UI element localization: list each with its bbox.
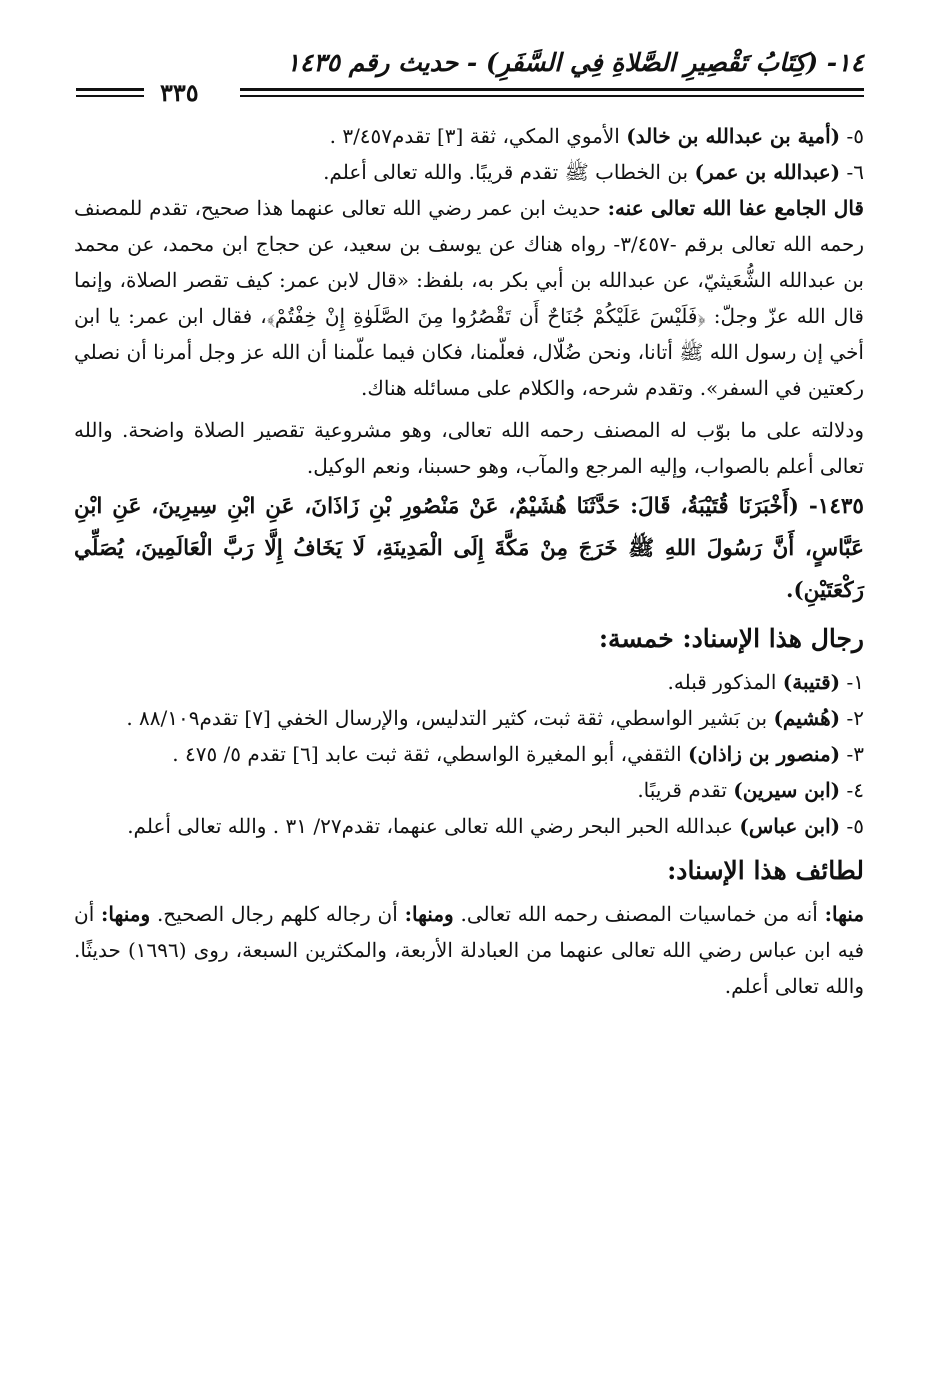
entry-number: ٥- <box>846 124 864 148</box>
lataif-lead: ومنها: <box>404 902 454 926</box>
narrator-name: (قتيبة) <box>782 670 841 694</box>
narrator-details: تقدم قريبًا. <box>637 778 727 802</box>
lataif-lead: منها: <box>824 902 865 926</box>
lataif-point: أن فيه ابن عباس رضي الله تعالى عنهما من العبادلة الأربعة، والمكثرين السبعة، روى (١٦٩٦) حديثًا. والله تعالى أعلم. <box>74 902 865 998</box>
entry-number: ٣- <box>846 742 864 766</box>
entry-number: ٤- <box>846 778 864 802</box>
jami-note-lead: قال الجامع عفا الله تعالى عنه: <box>607 196 864 220</box>
narrator-entry <box>74 772 864 808</box>
narrator-entry <box>74 808 864 844</box>
lataif-text <box>74 896 864 1004</box>
page-number: ٣٣٥ <box>160 78 199 107</box>
hadith-number: ١٤٣٥- <box>808 494 864 519</box>
header-rule <box>240 95 864 97</box>
lataif-point: أنه من خماسيات المصنف رحمه الله تعالى. <box>460 902 818 926</box>
entry-number: ٦- <box>846 160 864 184</box>
narrator-name: (هُشيم) <box>773 706 841 730</box>
narrator-details: بن بَشير الواسطي، ثقة ثبت، كثير التدليس، والإرسال الخفي [٧] تقدم٨٨/١٠٩ . <box>126 706 768 730</box>
narrator-details: الثقفي، أبو المغيرة الواسطي، ثقة ثبت عابد [٦] تقدم ٥/ ٤٧٥ . <box>172 742 682 766</box>
narrator-details: المذكور قبله. <box>667 670 777 694</box>
lataif-lead: ومنها: <box>101 902 151 926</box>
lataif-heading: لطائف هذا الإسناد: <box>667 856 864 885</box>
lataif-point: أن رجاله كلهم رجال الصحيح. <box>156 902 398 926</box>
header-rule <box>76 88 144 91</box>
narrator-details: عبدالله الحبر البحر رضي الله تعالى عنهما، تقدم٢٧/ ٣١ . والله تعالى أعلم. <box>127 814 734 838</box>
narrator-name: (ابن سيرين) <box>733 778 841 802</box>
narrator-name: (أمية بن عبدالله بن خالد) <box>626 124 841 148</box>
narrator-details: بن الخطاب ﷺ تقدم قريبًا. والله تعالى أعلم. <box>323 160 689 184</box>
entry-number: ١- <box>846 670 864 694</box>
page-body <box>74 118 864 1004</box>
entry-number: ٢- <box>846 706 864 730</box>
narrator-name: (عبدالله بن عمر) <box>694 160 841 184</box>
narrator-details: الأموي المكي، ثقة [٣] تقدم٣/٤٥٧ . <box>329 124 620 148</box>
narrator-entry <box>74 736 864 772</box>
narrator-entry <box>74 664 864 700</box>
narrator-entry <box>74 154 864 190</box>
rijal-heading: رجال هذا الإسناد: خمسة: <box>598 624 864 653</box>
narrator-entry <box>74 118 864 154</box>
chapter-note: ودلالته على ما بوّب له المصنف رحمه الله تعالى، وهو مشروعية تقصير الصلاة واضحة. والله تعالى أعلم بالصواب، وإليه المرجع والمآب، وهو حسبنا، ونعم الوكيل. <box>74 418 864 478</box>
narrator-entry <box>74 700 864 736</box>
page-header <box>72 46 864 108</box>
hadith-text <box>74 486 864 612</box>
entry-number: ٥- <box>846 814 864 838</box>
jami-note <box>74 190 864 406</box>
header-rule <box>76 95 144 97</box>
hadith-matn: (أَخْبَرَنَا قُتَيْبَةُ، قَالَ: حَدَّثَنَا هُشَيْمٌ، عَنْ مَنْصُورِ بْنِ زَاذَانَ، عَنِ ابْنِ سِيرِينَ، عَنِ ابْنِ عَبَّاسٍ، أَنَّ رَسُولَ اللهِ ﷺ خَرَجَ مِنْ مَكَّةَ إِلَى الْمَدِينَةِ، لَا يَخَافُ إِلَّا رَبَّ الْعَالَمِينَ، يُصَلِّي رَكْعَتَيْنِ). <box>74 494 864 603</box>
running-title: ١٤- (كِتَابُ تَقْصِيرِ الصَّلاةِ فِي السَّفَرِ) - حديث رقم ١٤٣٥ <box>286 48 864 77</box>
jami-note-text: حديث ابن عمر رضي الله تعالى عنهما هذا صحيح، تقدم للمصنف رحمه الله تعالى برقم -٣/٤٥٧- رواه هناك عن يوسف بن سعيد، عن حجاج ابن محمد، عن محمد بن عبدالله الشُّعَيثيّ، عن عبدالله بن أبي بكر به، بلفظ: «قال لابن عمر: كيف تقصر الصلاة، وإنما قال الله عزّ وجلّ: ﴿فَلَيْسَ عَلَيْكُمْ جُنَاحٌ أَن تَقْصُرُوا مِنَ الصَّلَوٰةِ إِنْ خِفْتُمْ﴾، فقال ابن عمر: يا ابن أخي إن رسول الله ﷺ أتانا، ونحن ضُلّال، فعلّمنا، فكان فيما علّمنا أن الله عز وجل أمرنا أن نصلي ركعتين في السفر». وتقدم شرحه، والكلام على مسائله هناك. <box>74 196 864 400</box>
narrator-name: (منصور بن زاذان) <box>688 742 841 766</box>
header-rule <box>240 88 864 91</box>
narrator-name: (ابن عباس) <box>739 814 841 838</box>
